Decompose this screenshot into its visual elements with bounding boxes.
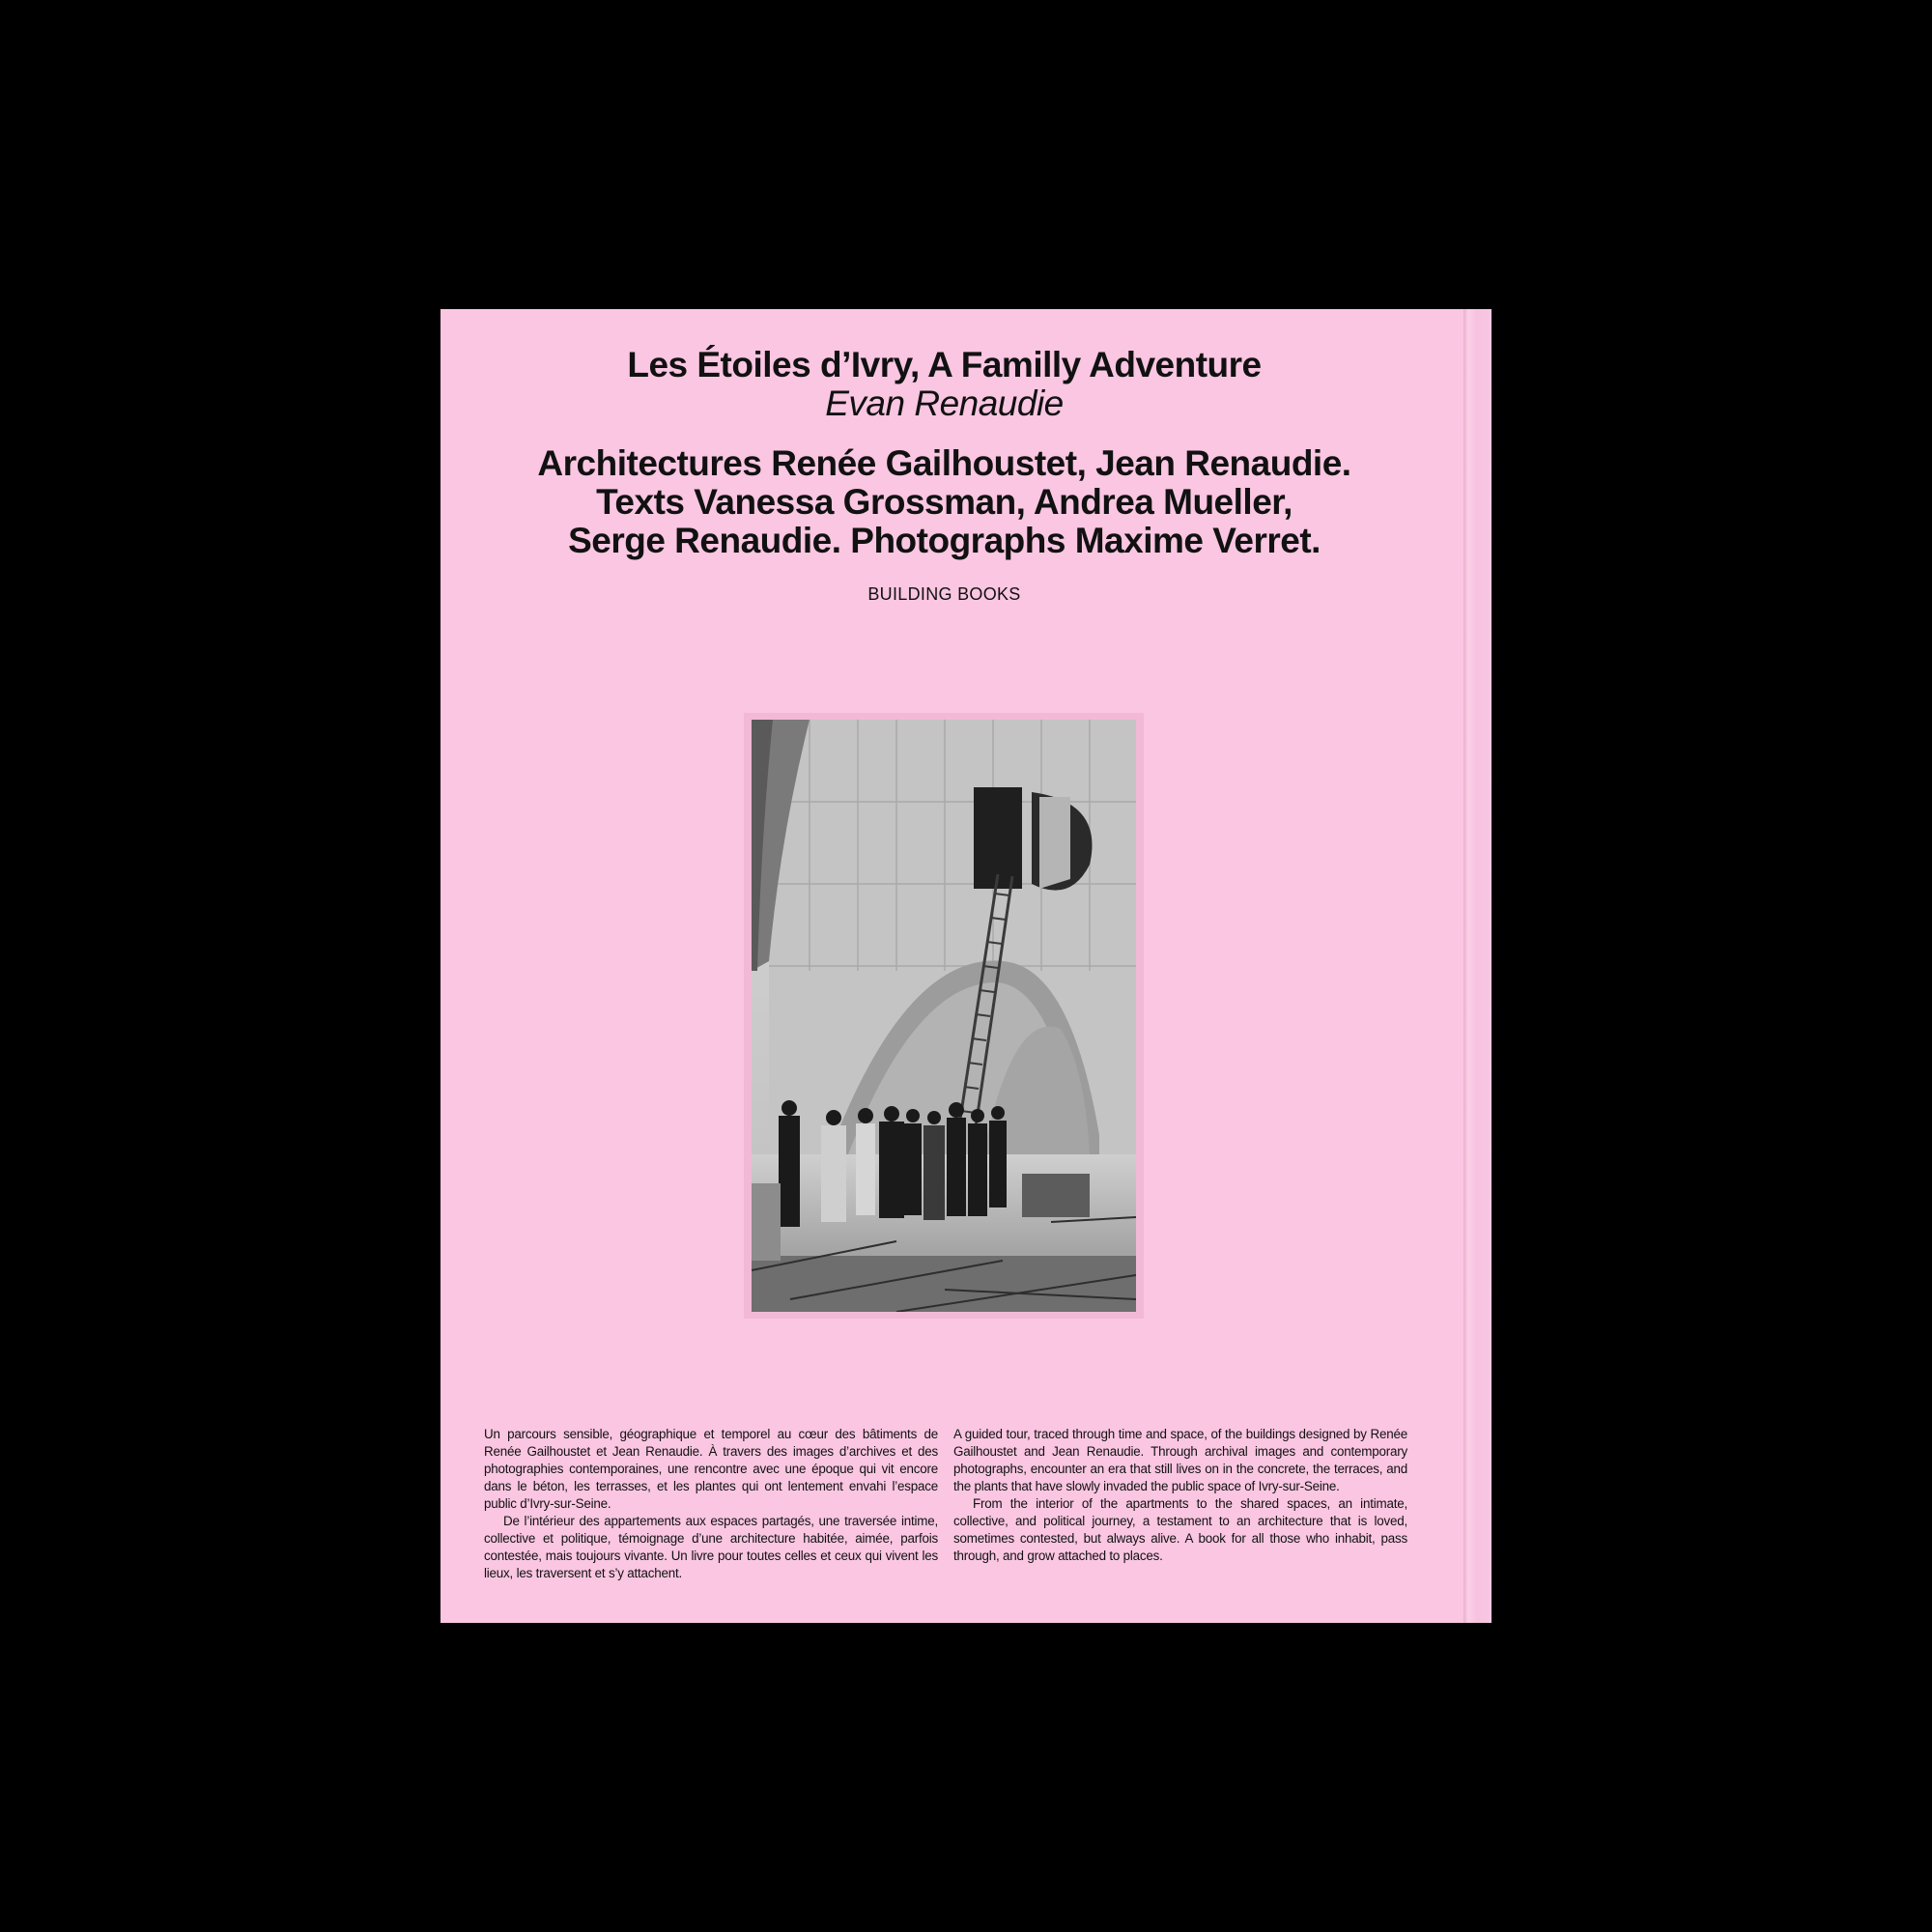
description-paragraph: Un parcours sensible, géographique et temporel au cœur des bâtiments de Renée Gailhoustet et Jean Renaudie. À travers des images d’archives et des photographies contemporaines, une rencontre avec une époque qui vit encore dans le béton, les terrasses, et les plantes qui ont lentement envahi l’espace public d’Ivry-sur-Seine. (484, 1427, 938, 1511)
cover-photo (752, 720, 1136, 1312)
description-paragraph: A guided tour, traced through time and space, of the buildings designed by Renée Gailhoustet and Jean Renaudie. Through archival images and contemporary photographs, encounter an era that still lives on in the concrete, the terraces, and the plants that have slowly invaded the public space of Ivry-sur-Seine. (953, 1427, 1407, 1493)
description-paragraph: From the interior of the apartments to the shared spaces, an intimate, collective, and political journey, a testament to an architecture that is loved, sometimes contested, but always alive. A book for all those who inhabit, pass through, and grow attached to places. (953, 1496, 1407, 1563)
book-author: Evan Renaudie (825, 384, 1064, 423)
cover-flap-fold (1463, 309, 1492, 1623)
book-title: Les Étoiles d’Ivry, A Familly Adventure (627, 345, 1262, 384)
cover-header (440, 346, 1448, 605)
credits-line: Texts Vanessa Grossman, Andrea Mueller, (596, 482, 1293, 522)
description-paragraph: De l’intérieur des appartements aux espaces partagés, une traversée intime, collective et politique, témoignage d’une architecture habitée, aimée, parfois contestée, mais toujours vivante. Un livre pour toutes celles et ceux qui vivent les lieux, les traversent et s’y attachent. (484, 1514, 938, 1580)
book-cover (440, 309, 1492, 1623)
credits-line: Architectures Renée Gailhoustet, Jean Renaudie. (537, 443, 1351, 483)
construction-site-photo (752, 720, 1136, 1312)
description-english (953, 1426, 1407, 1565)
credits-line: Serge Renaudie. Photographs Maxime Verret. (568, 521, 1321, 560)
publisher-name: BUILDING BOOKS (867, 584, 1021, 604)
book-credits (440, 444, 1448, 560)
cover-photo-frame (744, 713, 1144, 1319)
description-french (484, 1426, 938, 1582)
